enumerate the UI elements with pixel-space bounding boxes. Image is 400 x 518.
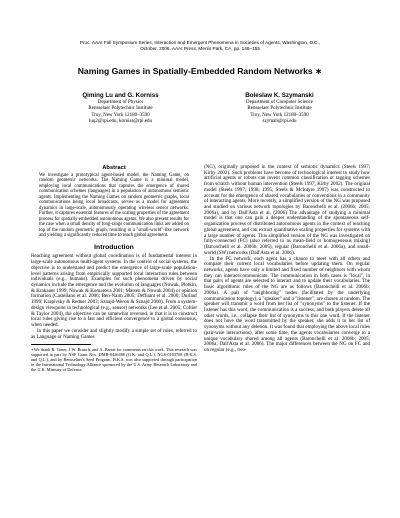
- author-address: Troy, New York 12180–3590: [250, 112, 309, 118]
- introduction-paragraph-2: In this paper we consider and slightly modify a simple set of rules, referred to as Language or Naming Games: [31, 327, 197, 340]
- right-paragraph-1: (NG), originally proposed in the context of semiotic dynamics (Steels 1997; Kirby 2002). Such problems have become of technological interest to study how artificial agents or robots can invent common classification or tagging schemes from scratch without human intervention (Steels 1997; Kirby 2002). The original model (Steels 1997; 1998; 1995; Steels & McIntyre 1997) was constructed to account for the emergence of shared vocabularies or conventions in a community of interacting agents. More recently, a simplified version of the NG was proposed and studied on various network topologies by Baronchelli et al. (2006b; 2005; 2006a), and by Dall'Asta et al. (2006) The advantage of studying a minimal model is that one can gain a deeper understanding of the spontaneous self-organization process of distributed autonomous agents in the context of reaching global agreement, and can extract quantitative scaling properties for systems with a large number of agents. This simplified version of the NG was investigated on fully-connected (FC) (also referred to as mean-field or homogeneous mixing) (Baronchelli et al. 2006b; 2005), regular (Baronchelli et al. 2006a), and small-world (SW) networks (Dall'Asta et al. 2006).: [204, 164, 370, 256]
- introduction-paragraph-1: Reaching agreement without global coordination is of fundamental interest in large-scale autonomous multi-agent systems. In the context of social systems, the objective is to understand and predict the emergence of large-scale population-level patterns arising from empirically supported local interaction rules between individuals (e.g., humans). Examples for such phenomena driven by social dynamics include the emergence and the evolution of languages (Nowak, Plotkin, & Krakauer 1999; Nowak & Komarova 2001; Matsen & Nowak 2004) or opinion formation (Castellano et al. 2006; Ben-Naim 2005; Deffuant et al. 2000; Durlauf 1999; Krapivsky & Redner 2003; Sznajd-Weron & Sznajd 2000). From a system-design viewpoint in technological (e.g., sensor) networks (Lee et al. 2005; Collier & Taylor 2004), the objective can be somewhat reversed, in that it is to construct local rules giving rise to a fast and efficient convergence to a global consensus, when needed.: [31, 253, 197, 329]
- author-block-1: [58, 92, 183, 126]
- author-address: Troy, New York 12180–3590: [91, 112, 150, 118]
- author-department: Department of Physics: [97, 100, 144, 105]
- author-block-2: [217, 92, 342, 126]
- abstract-heading: Abstract: [102, 165, 126, 171]
- paper-title: Naming Games in Spatially-Embedded Random Networks ∗: [77, 66, 323, 76]
- right-column: [204, 165, 370, 354]
- right-paragraph-2: In the FC network, each agent has a chance to meet with all others and compare their current local vocabularies before updating them. On regular networks, agents have only a limited and fixed number of neighbors with whom they can interact/communicate. The communication in both cases is "local", in that pairs of agents are selected to interact and to update their vocabularies. The basic algorithmic rules of the NG are as follows (Baronchelli et al. 2006b; 2006a). A pair of "neighboring" nodes (facilitated by the underlying communication topology), a "speaker" and a "listener", are chosen at random. The speaker will transmit a word from her list of "synonyms" to the listener. If the listener has this word, the communication is a success, and both players delete all other words, i.e., collapse their list of synonyms to this one word. If the listener does not have the word transmitted by the speaker, she adds it to her list of synonyms without any deletion. It was found that employing the above local rules (pair-wise interactions), after some time, the agents vocabularies converge to a unique vocabulary shared among all agents (Baronchelli et al. 2006b; 2005; 2006a; Dall'Asta et al. 2006). The major differences between the NG on FC and on regular (e.g., two-: [204, 255, 370, 353]
- author-institution: Rensselaer Polytechnic Institute: [88, 106, 153, 112]
- conference-line-2: October, 2006. AAAI Press, Menlo Park, CA, pp. 148–155: [140, 46, 260, 51]
- author-email: szymab@rpi.edu: [262, 119, 297, 125]
- left-column: [31, 165, 197, 372]
- abstract-text: We investigate a prototypical agent-based model, the Naming Game, on random geometric networks. The Naming Game is a minimal model, employing local communications that captures the emergence of shared communication schemes (languages) in a population of autonomous semiotic agents. Implementing the Naming Games on random geometric graphs, local communications being local broadcasts, serves as a model for agreement dynamics in large-scale, autonomously operating wireless sensor networks. Further, it captures essential features of the scaling properties of the agreement process for spatially-embedded autonomous agents. We also present results for the case when a small density of long-range communication links are added on top of the random geometric graph, resulting in a "small-world"-like network and yielding a significantly reduced time to reach global agreement.: [39, 173, 189, 238]
- conference-header: [20, 40, 380, 52]
- introduction-heading: Introduction: [94, 244, 134, 252]
- author-department: Department of Computer Science: [245, 100, 314, 105]
- author-names: Boleslaw K. Szymanski: [245, 92, 314, 99]
- footnote-divider: [31, 344, 91, 345]
- conference-line-1: Proc. AAAI Fall Symposium Series, Interaction and Emergent Phenomena in Societies of Agents, Washington, D.C.,: [79, 40, 321, 45]
- author-email: luq2@rpi.edu, korniss@rpi.edu: [88, 119, 153, 125]
- author-names: Qiming Lu and G. Korniss: [82, 92, 159, 99]
- footnote: ∗We thank R. Toner, J.W. Branch, and A. Barrat for comments on this work. This research was supported in part by NSF Grant Nos. DMR-0426488 (G.K. and Q.L.), NGS-0103708 (B.K.S. and Q.L.), and by Rensselaer's Seed Program. B.K.S. was also supported through participation in the International Technology Alliance sponsored by the U.S. Army Research Laboratory and the U.K. Ministry of Defence.: [31, 347, 197, 373]
- author-institution: Rensselaer Polytechnic Institute: [247, 106, 312, 112]
